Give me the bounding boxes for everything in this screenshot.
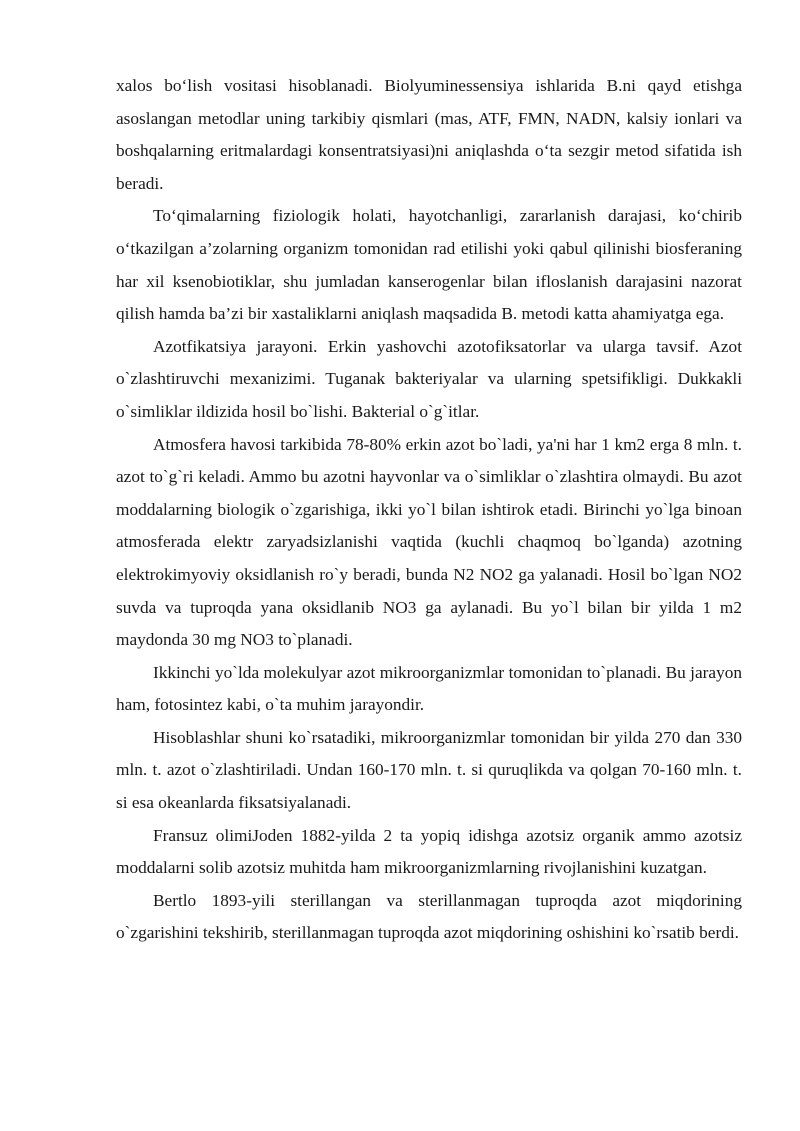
paragraph-continuation: xalos bo‘lish vositasi hisoblanadi. Biolyuminessensiya ishlarida B.ni qayd etishga asoslangan metodlar uning tarkibiy qismlari (mas, ATF, FMN, NADN, kalsiy ionlari va boshqalarning eritmalardagi konsentratsiyasi)ni aniqlashda o‘ta sezgir metod sifatida ish beradi. — [116, 76, 742, 193]
document-page — [116, 70, 742, 950]
paragraph-second-path: Ikkinchi yo`lda molekulyar azot mikroorganizmlar tomonidan to`planadi. Bu jarayon ham, fotosintez kabi, o`ta muhim jarayondir. — [116, 662, 742, 715]
paragraph-nitrogen-fixation-heading: Azotfikatsiya jarayoni. Erkin yashovchi azotofiksatorlar va ularga tavsif. Azot o`zlashtiruvchi mexanizimi. Tuganak bakteriyalar va ularning spetsifikligi. Dukkakli o`simliklar ildizida hosil bo`lishi. Bakterial o`g`itlar. — [116, 336, 742, 421]
paragraph-calculations: Hisoblashlar shuni ko`rsatadiki, mikroorganizmlar tomonidan bir yilda 270 dan 330 mln. t. azot o`zlashtiriladi. Undan 160-170 mln. t. si quruqlikda va qolgan 70-160 mln. t. si esa okeanlarda fiksatsiyalanadi. — [116, 727, 742, 813]
paragraph-joden-experiment: Fransuz olimiJoden 1882-yilda 2 ta yopiq idishga azotsiz organik ammo azotsiz moddalarni solib azotsiz muhitda ham mikroorganizmlarning rivojlanishini kuzatgan. — [116, 825, 742, 878]
paragraph-tissue-physiology: To‘qimalarning fiziologik holati, hayotchanligi, zararlanish darajasi, ko‘chirib o‘tkazilgan a’zolarning organizm tomonidan rad etilishi yoki qabul qilinishi biosferaning har xil ksenobiotiklar, shu jumladan kanserogenlar bilan ifloslanish darajasini nazorat qilish hamda ba’zi bir xastaliklarni aniqlash maqsadida B. metodi katta ahamiyatga ega. — [116, 206, 742, 324]
paragraph-atmospheric-nitrogen: Atmosfera havosi tarkibida 78-80% erkin azot bo`ladi, ya'ni har 1 km2 erga 8 mln. t. azot to`g`ri keladi. Ammo bu azotni hayvonlar va o`simliklar o`zlashtira olmaydi. Bu azot moddalarning biologik o`zgarishiga, ikki yo`l bilan ishtirok etadi. Birinchi yo`lga binoan atmosferada elektr zaryadsizlanishi vaqtida (kuchli chaqmoq bo`lganda) azotning elektrokimyoviy oksidlanish ro`y beradi, bunda N2 NO2 ga yalanadi. Hosil bo`lgan NO2 suvda va tuproqda yana oksidlanib NO3 ga aylanadi. Bu yo`l bilan bir yilda 1 m2 maydonda 30 mg NO3 to`planadi. — [116, 434, 742, 650]
paragraph-bertlo-experiment: Bertlo 1893-yili sterillangan va sterillanmagan tuproqda azot miqdorining o`zgarishini tekshirib, sterillanmagan tuproqda azot miqdorining oshishini ko`rsatib berdi. — [116, 890, 742, 943]
